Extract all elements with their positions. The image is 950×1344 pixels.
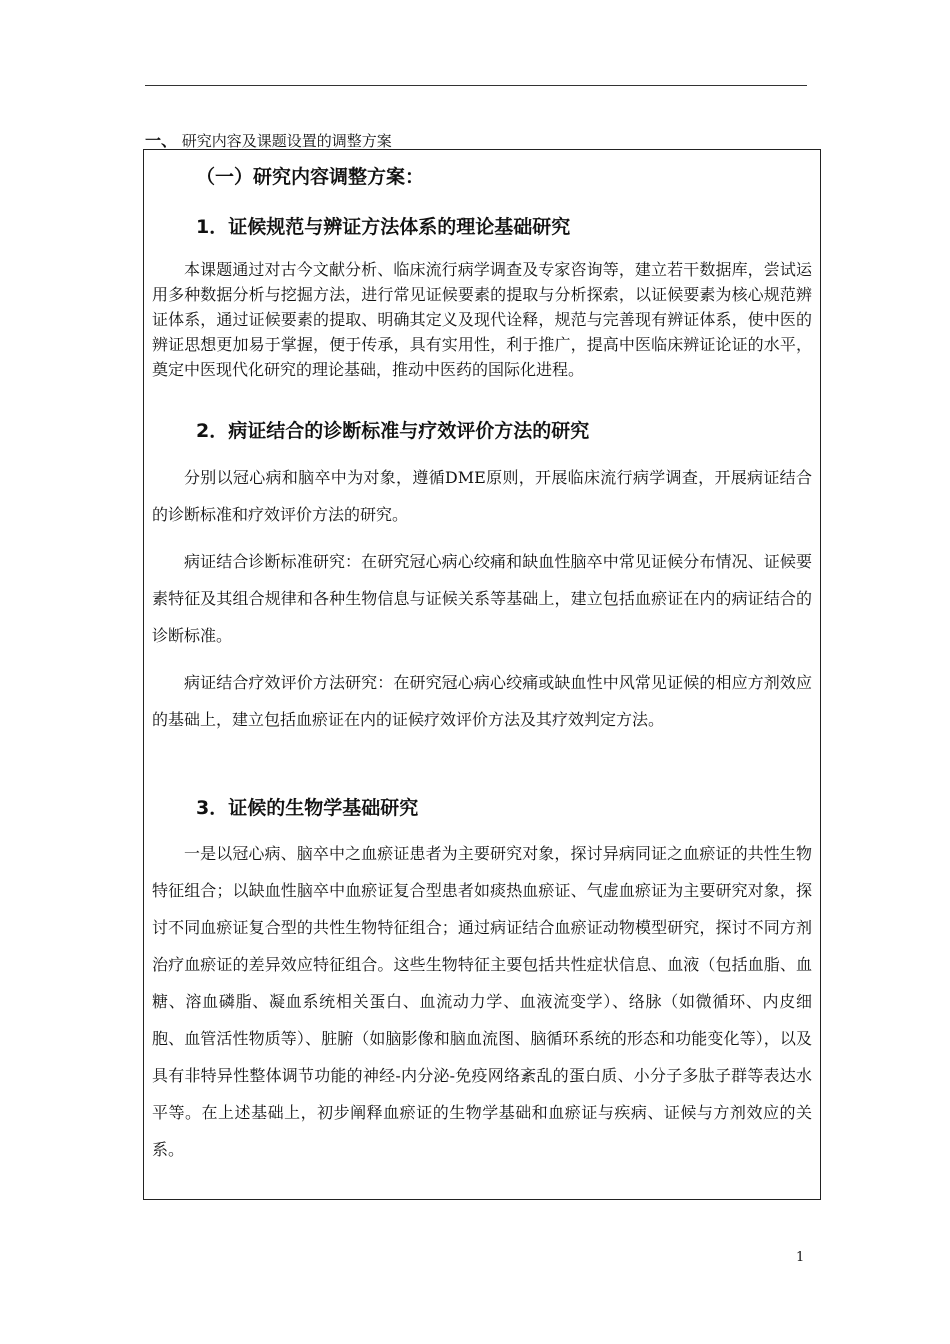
paragraph-2b: 病证结合诊断标准研究：在研究冠心病心绞痛和缺血性脑卒中常见证候分布情况、证候要素特征及其组合规律和各种生物信息与证候关系等基础上，建立包括血瘀证在内的病证结合的诊断标准。 [152, 552, 812, 645]
subheading-3: 3．证候的生物学基础研究 [196, 797, 419, 819]
main-heading: （一）研究内容调整方案： [196, 166, 425, 188]
paragraph-3: 一是以冠心病、脑卒中之血瘀证患者为主要研究对象，探讨异病同证之血瘀证的共性生物特征组合；以缺血性脑卒中血瘀证复合型患者如痰热血瘀证、气虚血瘀证为主要研究对象，探讨不同血瘀证复合型的共性生物特征组合；通过病证结合血瘀证动物模型研究，探讨不同方剂治疗血瘀证的差异效应特征组合。这些生物特征主要包括共性症状信息、血液（包括血脂、血糖、溶血磷脂、凝血系统相关蛋白、血流动力学、血液流变学）、络脉（如微循环、内皮细胞、血管活性物质等）、脏腑（如脑影像和脑血流图、脑循环系统的形态和功能变化等），以及具有非特异性整体调节功能的神经-内分泌-免疫网络紊乱的蛋白质、小分子多肽子群等表达水平等。在上述基础上，初步阐释血瘀证的生物学基础和血瘀证与疾病、证候与方剂效应的关系。 [152, 844, 812, 1159]
page-number: 1 [796, 1250, 805, 1265]
section-heading [145, 128, 392, 151]
subheading-2: 2．病证结合的诊断标准与疗效评价方法的研究 [196, 420, 590, 442]
section-title: 研究内容及课题设置的调整方案 [181, 132, 392, 150]
section-number: 一、 [145, 131, 178, 150]
subheading-1: 1．证候规范与辨证方法体系的理论基础研究 [196, 216, 571, 238]
paragraph-2a: 分别以冠心病和脑卒中为对象，遵循DME原则，开展临床流行病学调查，开展病证结合的诊断标准和疗效评价方法的研究。 [152, 468, 812, 524]
paragraph-2c: 病证结合疗效评价方法研究：在研究冠心病心绞痛或缺血性中风常见证候的相应方剂效应的基础上，建立包括血瘀证在内的证候疗效评价方法及其疗效判定方法。 [152, 673, 812, 729]
header-rule [145, 85, 807, 86]
paragraph-1: 本课题通过对古今文献分析、临床流行病学调查及专家咨询等，建立若干数据库，尝试运用多种数据分析与挖掘方法，进行常见证候要素的提取与分析探索，以证候要素为核心规范辨证体系，通过证候要素的提取、明确其定义及现代诠释，规范与完善现有辨证体系，使中医的辨证思想更加易于掌握，便于传承，具有实用性，利于推广，提高中医临床辨证论证的水平，奠定中医现代化研究的理论基础，推动中医药的国际化进程。 [152, 260, 812, 379]
